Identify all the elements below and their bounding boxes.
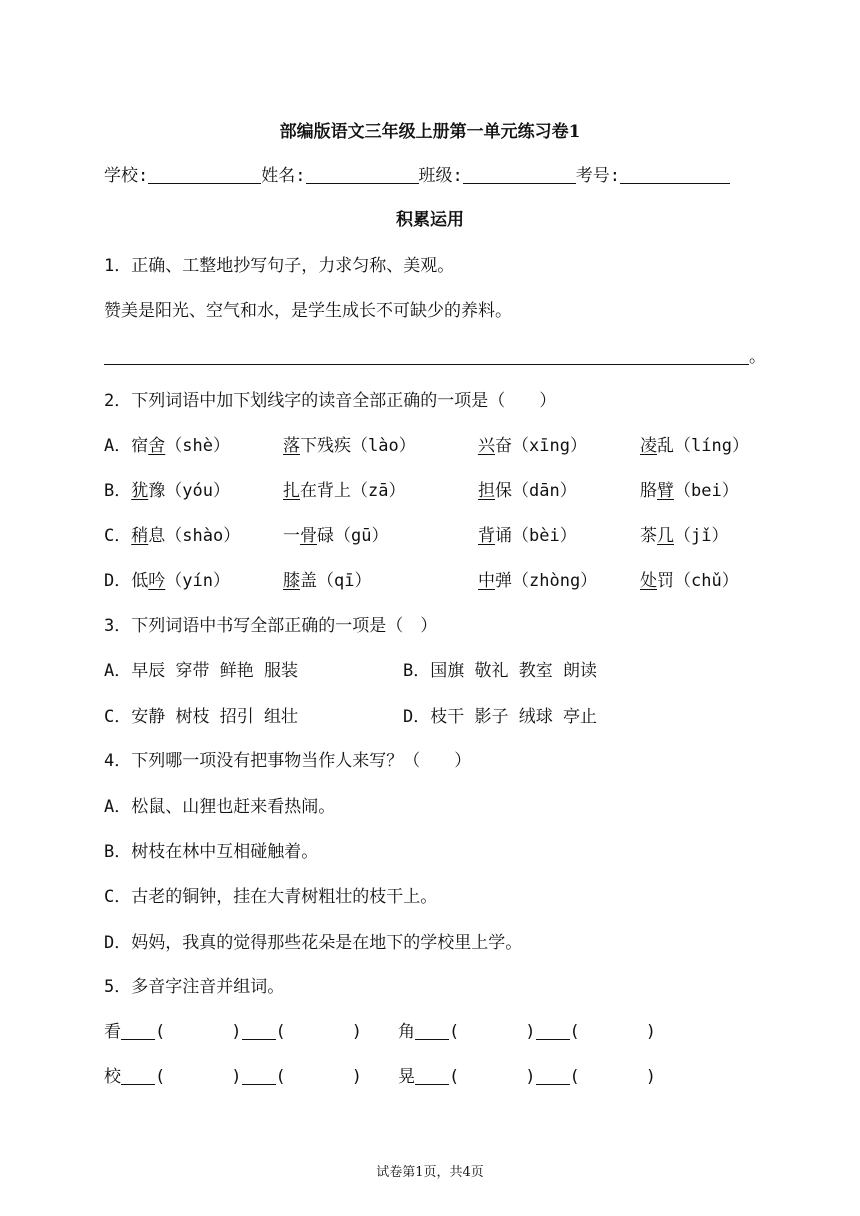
underlined-char: 兴 [478, 436, 495, 456]
underlined-char: 吟 [148, 571, 166, 591]
paren-close: ) [645, 1022, 656, 1042]
q5-char: 晃 [398, 1067, 415, 1087]
q1-answer-line [104, 342, 766, 367]
class-label: 班级: [418, 166, 463, 186]
q5-char: 校 [104, 1067, 121, 1087]
paren-close: ) [525, 1067, 536, 1087]
option-text: 茶 [640, 526, 657, 546]
student-info-row [104, 161, 730, 186]
q2-option-item [640, 431, 749, 456]
exam-no-label: 考号: [575, 166, 620, 186]
q4-option-c: C．古老的铜钟，挂在大青树粗壮的枝干上。 [104, 887, 438, 907]
paren-close: ) [645, 1067, 656, 1087]
q2-option-item [283, 521, 388, 546]
option-text: C． [104, 526, 132, 546]
q2-stem: 2．下列词语中加下划线字的读音全部正确的一项是（ ） [104, 391, 557, 411]
underlined-char: 背 [478, 526, 495, 546]
exam-no-blank[interactable] [620, 165, 730, 184]
q2-option-item [478, 521, 577, 546]
option-text: 弹（zhòng） [495, 571, 598, 591]
q1-answer-blank[interactable] [104, 346, 749, 365]
paren-open: ( [275, 1022, 286, 1042]
paren-open: ( [449, 1067, 460, 1087]
school-blank[interactable] [148, 165, 261, 184]
q5-row [104, 1062, 362, 1087]
option-text: 息（shào） [148, 526, 241, 546]
school-label: 学校: [104, 166, 149, 186]
q3-option-d: D．枝干 影子 绒球 亭止 [403, 707, 597, 727]
paren-open: ( [569, 1067, 580, 1087]
option-text: A．宿 [104, 436, 149, 456]
pinyin-blank[interactable] [242, 1021, 276, 1040]
q3-option-c: C．安静 树枝 招引 组壮 [104, 707, 298, 727]
q2-option-item [640, 566, 739, 591]
name-blank[interactable] [306, 165, 419, 184]
class-blank[interactable] [463, 165, 576, 184]
q2-option-item [104, 521, 240, 546]
option-text: 胳 [640, 481, 657, 501]
page-title: 部编版语文三年级上册第一单元练习卷1 [279, 122, 581, 142]
paren-open: ( [155, 1067, 166, 1087]
q1-stem: 1．正确、工整地抄写句子，力求匀称、美观。 [104, 256, 455, 276]
q2-option-item [283, 431, 416, 456]
q2-option-item [640, 521, 728, 546]
paren-close: ) [525, 1022, 536, 1042]
paren-open: ( [569, 1022, 580, 1042]
pinyin-blank[interactable] [415, 1021, 449, 1040]
page-footer: 试卷第1页，共4页 [376, 1165, 484, 1180]
underlined-char: 膝 [283, 571, 300, 591]
q3-stem: 3．下列词语中书写全部正确的一项是（ ） [104, 616, 438, 636]
q2-option-item [283, 566, 371, 591]
option-text: D．低 [104, 571, 149, 591]
option-text: B． [104, 481, 132, 501]
paren-close: ) [351, 1067, 362, 1087]
q1-end-mark: 。 [749, 347, 766, 367]
option-text: （shè） [165, 436, 230, 456]
paren-open: ( [155, 1022, 166, 1042]
option-text: 诵（bèi） [495, 526, 577, 546]
q4-option-a: A．松鼠、山狸也赶来看热闹。 [104, 797, 336, 817]
q2-option-item [478, 476, 577, 501]
pinyin-blank[interactable] [242, 1066, 276, 1085]
q2-option-item [104, 476, 230, 501]
underlined-char: 中 [478, 571, 495, 591]
option-text: （yín） [165, 571, 230, 591]
underlined-char: 舍 [148, 436, 166, 456]
underlined-char: 几 [657, 526, 674, 546]
paren-open: ( [449, 1022, 460, 1042]
q2-option-item [478, 431, 587, 456]
pinyin-blank[interactable] [536, 1021, 570, 1040]
underlined-char: 落 [283, 436, 300, 456]
underlined-char: 处 [640, 571, 657, 591]
pinyin-blank[interactable] [415, 1066, 449, 1085]
option-text: 一 [283, 526, 300, 546]
q3-option-b: B．国旗 敬礼 教室 朗读 [403, 661, 597, 681]
paren-close: ) [351, 1022, 362, 1042]
q4-option-b: B．树枝在林中互相碰触着。 [104, 842, 319, 862]
underlined-char: 骨 [300, 526, 317, 546]
underlined-char: 臂 [657, 481, 674, 501]
q2-option-item [640, 476, 739, 501]
q2-option-item [283, 476, 405, 501]
underlined-char: 稍 [131, 526, 149, 546]
paren-open: ( [275, 1067, 286, 1087]
section-heading: 积累运用 [396, 210, 464, 230]
q3-option-a: A．早辰 穿带 鲜艳 服装 [104, 661, 298, 681]
q2-option-item [104, 566, 230, 591]
q2-option-item [104, 431, 230, 456]
q2-option-item [478, 566, 597, 591]
option-text: 罚（chǔ） [657, 571, 739, 591]
underlined-char: 犹 [131, 481, 149, 501]
option-text: 下残疾（lào） [300, 436, 416, 456]
q5-row [398, 1062, 656, 1087]
q4-option-d: D．妈妈，我真的觉得那些花朵是在地下的学校里上学。 [104, 933, 523, 953]
q1-sentence: 赞美是阳光、空气和水，是学生成长不可缺少的养料。 [104, 301, 512, 321]
pinyin-blank[interactable] [121, 1066, 155, 1085]
option-text: 乱（líng） [657, 436, 749, 456]
option-text: 豫（yóu） [148, 481, 230, 501]
option-text: 保（dān） [495, 481, 577, 501]
q5-row [104, 1017, 362, 1042]
underlined-char: 凌 [640, 436, 657, 456]
q5-char: 看 [104, 1022, 121, 1042]
paren-close: ) [231, 1022, 242, 1042]
option-text: 盖（qī） [300, 571, 372, 591]
underlined-char: 扎 [283, 481, 300, 501]
name-label: 姓名: [261, 166, 306, 186]
paren-close: ) [231, 1067, 242, 1087]
option-text: （jǐ） [674, 526, 729, 546]
pinyin-blank[interactable] [536, 1066, 570, 1085]
q4-stem: 4．下列哪一项没有把事物当作人来写？（ ） [104, 751, 472, 771]
option-text: 奋（xīng） [495, 436, 587, 456]
option-text: 碌（gū） [317, 526, 389, 546]
q5-stem: 5．多音字注音并组词。 [104, 977, 285, 997]
q5-row [398, 1017, 656, 1042]
underlined-char: 担 [478, 481, 495, 501]
option-text: 在背上（zā） [300, 481, 406, 501]
q5-char: 角 [398, 1022, 415, 1042]
option-text: （bei） [674, 481, 739, 501]
pinyin-blank[interactable] [121, 1021, 155, 1040]
